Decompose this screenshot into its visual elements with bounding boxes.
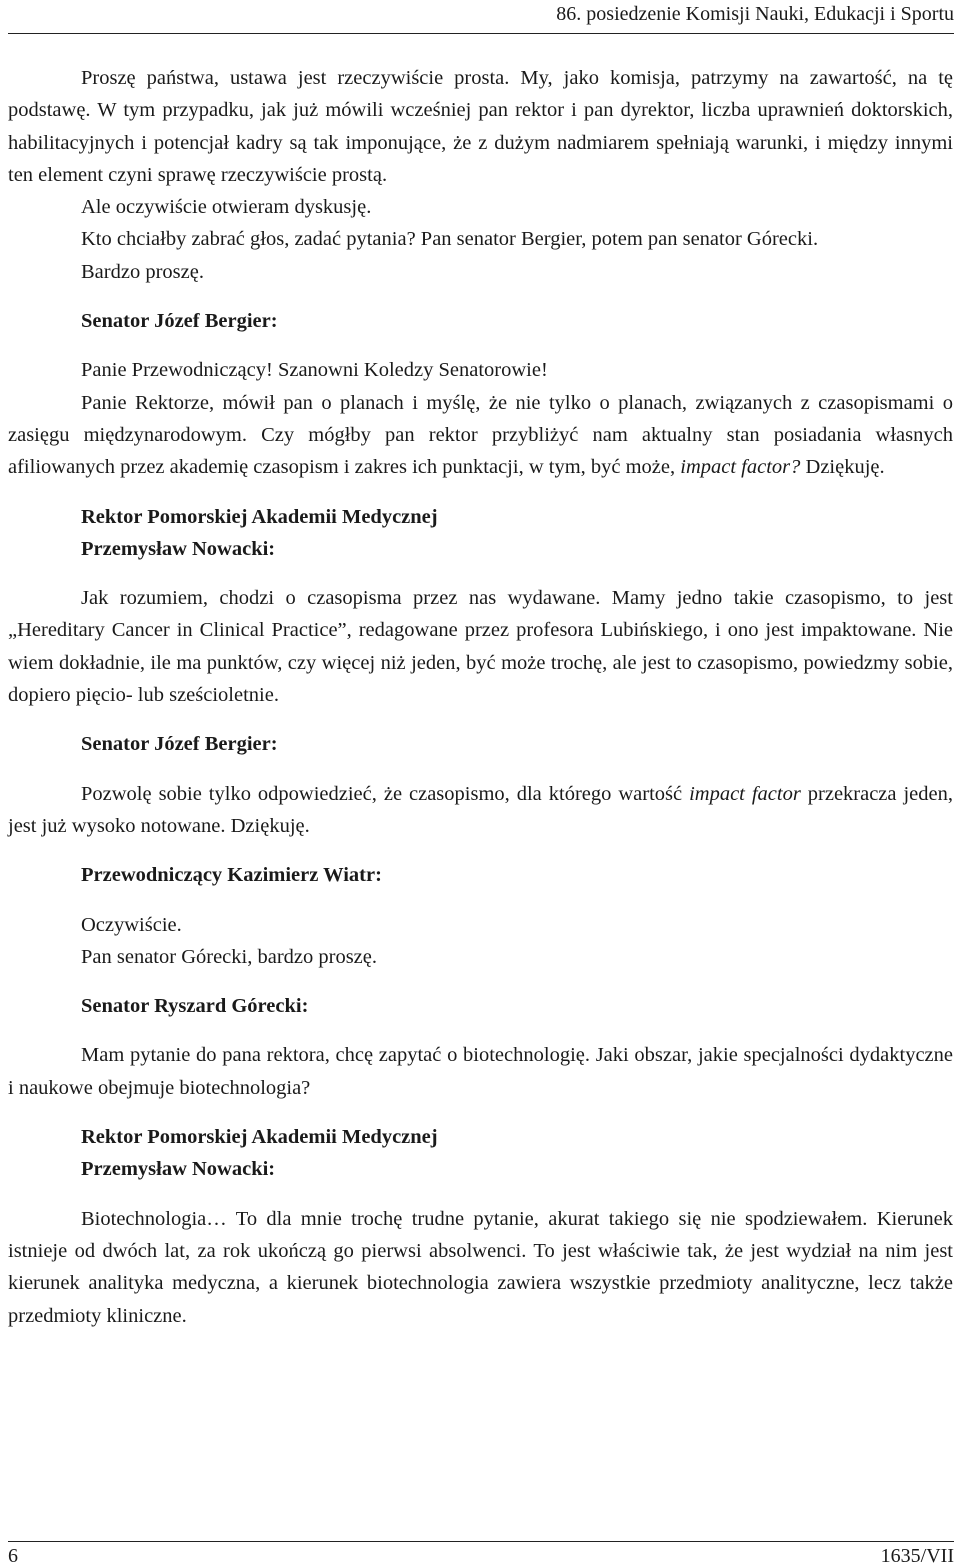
paragraph	[8, 909, 953, 941]
document-id: 1635/VII	[880, 1545, 954, 1567]
paragraph-text: Ale oczywiście otwieram dyskusję.	[81, 196, 372, 219]
paragraph	[8, 1203, 953, 1332]
footer-rule	[8, 1541, 954, 1542]
paragraph-text: Proszę państwa, ustawa jest rzeczywiście prosta. My, jako komisja, patrzymy na zawartość, na tę podstawę. W tym przypadku, jak już mówili wcześniej pan rektor i pan dyrektor, liczba uprawnień doktorskich, habilitacyjnych i potencjał kadry są tak imponujące, że z dużym nadmiarem spełniają warunki, i między innymi ten element czyni sprawę rzeczywiście prostą.	[8, 67, 953, 186]
paragraph-text: Pozwolę sobie tylko odpowiedzieć, że czasopismo, dla którego wartość	[81, 782, 690, 805]
header-rule	[8, 33, 954, 34]
paragraph	[8, 62, 953, 191]
paragraph	[8, 191, 953, 223]
italic-term: impact factor	[689, 782, 801, 805]
paragraph-text-tail: Dziękuję.	[800, 456, 885, 479]
paragraph	[8, 941, 953, 973]
transcript-body	[8, 62, 953, 1332]
paragraph-text: Oczywiście.	[81, 913, 182, 936]
paragraph-text-tail: przekracza jeden, jest już wysoko notowane. Dziękuję.	[8, 782, 953, 837]
speaker-heading: Przewodniczący Kazimierz Wiatr:	[81, 864, 382, 887]
paragraph-text: Panie Rektorze, mówił pan o planach i myślę, że nie tylko o planach, związanych z czasopismami o zasięgu międzynarodowym. Czy mógłby pan rektor przybliżyć nam aktualny stan posiadania własnych afiliowanych przez akademię czasopism i zakres ich punktacji, w tym, być może,	[8, 391, 953, 479]
speaker-heading: Senator Józef Bergier:	[81, 733, 278, 756]
italic-term: impact factor?	[680, 456, 801, 479]
paragraph-text: Jak rozumiem, chodzi o czasopisma przez nas wydawane. Mamy jedno takie czasopismo, to jest „Hereditary Cancer in Clinical Practice”, redagowane przez profesora Lubińskiego, i ono jest impaktowane. Nie wiem dokładnie, ile ma punktów, czy więcej niż jeden, być może trochę, ale jest to czasopismo, powiedzmy sobie, dopiero pięcio- lub sześcioletnie.	[8, 587, 953, 707]
paragraph-text: Kto chciałby zabrać głos, zadać pytania? Pan senator Bergier, potem pan senator Górecki.	[81, 228, 819, 251]
paragraph-text: Bardzo proszę.	[81, 260, 204, 283]
paragraph-text: Biotechnologia… To dla mnie trochę trudne pytanie, akurat takiego się nie spodziewałem. Kierunek istnieje od dwóch lat, za rok ukończą go pierwsi absolwenci. To jest właściwie tak, że jest wydział na nim jest kierunek analityka medyczna, a kierunek biotechnologia zawiera wszystkie przedmioty analityczne, lecz także przedmioty kliniczne.	[8, 1207, 953, 1327]
speaker-name: Przemysław Nowacki:	[81, 1158, 276, 1181]
paragraph	[8, 778, 953, 843]
paragraph-text: Pan senator Górecki, bardzo proszę.	[81, 945, 377, 968]
speaker-heading: Rektor Pomorskiej Akademii Medycznej	[81, 505, 438, 528]
paragraph-text: Mam pytanie do pana rektora, chcę zapytać o biotechnologię. Jaki obszar, jakie specjalności dydaktyczne i naukowe obejmuje biotechnologia?	[8, 1044, 953, 1099]
paragraph	[8, 1039, 953, 1104]
paragraph	[8, 387, 953, 484]
speaker-heading: Senator Ryszard Górecki:	[81, 995, 309, 1018]
speaker-name: Przemysław Nowacki:	[81, 537, 276, 560]
speaker-heading: Rektor Pomorskiej Akademii Medycznej	[81, 1126, 438, 1149]
running-header: 86. posiedzenie Komisji Nauki, Edukacji i Sportu	[556, 3, 954, 25]
paragraph-text: Panie Przewodniczący! Szanowni Koledzy Senatorowie!	[81, 359, 548, 382]
paragraph	[8, 256, 953, 288]
paragraph	[8, 582, 953, 711]
speaker-heading: Senator Józef Bergier:	[81, 310, 278, 333]
paragraph	[8, 354, 953, 386]
paragraph	[8, 223, 953, 255]
page-number: 6	[8, 1545, 18, 1567]
